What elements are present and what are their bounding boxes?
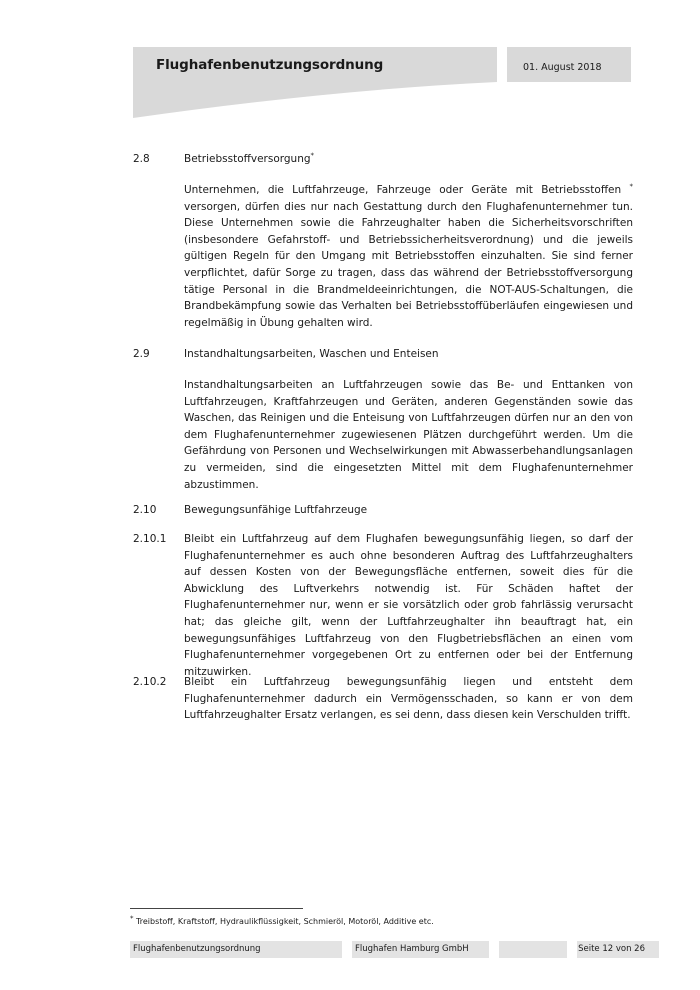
section-paragraph: Bleibt ein Luftfahrzeug bewegungsunfähig liegen und entsteht dem Flughafenunternehmer dadurch ein Vermögensschaden, so kann er von dem Luftfahrzeughalter Ersatz verlangen, es sei denn, dass diesen kein Verschulden trifft. [184,676,633,722]
section-number: 2.10 [133,504,157,516]
section-paragraph: Instandhaltungsarbeiten an Luftfahrzeugen sowie das Be- und Enttanken von Luftfahrzeugen, Kraftfahrzeugen und Geräten, anderen Gegenständen sowie das Waschen, das Reinigen und die Enteisung von Luftfahrzeugen dürfen nur an den von dem Flughafenunternehmer zugewiesenen Plätzen durchgeführt werden. Um die Gefährdung von Personen und Wechselwirkungen mit Abwasserbehandlungsanlagen zu vermeiden, sind die eingesetzten Mittel mit dem Flughafenunternehmer abzustimmen. [184,379,633,491]
section-number: 2.10.2 [133,676,167,688]
section-title-text: Betriebsstoffversorgung [184,153,311,165]
footer-blank-cell [499,941,567,958]
section-paragraph: Bleibt ein Luftfahrzeug auf dem Flughafen bewegungsunfähig liegen, so darf der Flughafenunternehmer es auch ohne besonderen Auftrag des Luftfahrzeughalters auf dessen Kosten von der Bewegungsfläche entfernen, soweit dies für die Abwicklung des Luftverkehrs notwendig ist. Für Schäden haftet der Flughafenunternehmer nur, wenn er sie vorsätzlich oder grob fahrlässig verursacht hat; das gleiche gilt, wenn der Luftfahrzeughalter ihn beauftragt hat, ein bewegungsunfähiges Luftfahrzeug von den Flugbetriebsflächen an einen vom Flughafenunternehmer vorgegebenen Ort zu entfernen oder bei der Entfernung mitzuwirken. [184,533,633,678]
footnote-marker: * [310,151,315,160]
header-date: 01. August 2018 [523,62,602,73]
page-footer [130,941,659,958]
section-paragraph [184,182,633,331]
footer-company: Flughafen Hamburg GmbH [352,941,489,958]
section-number: 2.10.1 [133,533,167,545]
footnote-marker: * [629,182,633,191]
footer-page-number: Seite 12 von 26 [577,941,659,958]
section-title [184,153,314,165]
section-number: 2.8 [133,153,150,165]
footnote-divider [130,908,303,909]
header-title: Flughafenbenutzungsordnung [156,57,384,73]
footnote [130,914,434,926]
footnote-text: Treibstoff, Kraftstoff, Hydraulikflüssigkeit, Schmieröl, Motoröl, Additive etc. [136,917,434,926]
paragraph-text: versorgen, dürfen dies nur nach Gestattung durch den Flughafenunternehmer tun. Diese Unternehmen sowie die Fahrzeughalter haben die Sicherheitsvorschriften (insbesondere Gefahrstoff- und Betriebssicherheitsverordnung) und die jeweils gültigen Regeln für den Umgang mit Betriebsstoffen einzuhalten. Sie sind ferner verpflichtet, dafür Sorge zu tragen, dass das während der Betriebsstoffversorgung tätige Personal in die Brandmeldeeinrichtungen, die NOT-AUS-Schaltungen, die Brandbekämpfung sowie das Verhalten bei Betriebsstoffüberläufen eingewiesen und regelmäßig in Übung gehalten wird. [184,200,633,329]
section-number: 2.9 [133,348,150,360]
paragraph-text: Unternehmen, die Luftfahrzeuge, Fahrzeuge oder Geräte mit Betriebsstoffen [184,184,622,196]
footer-document-title: Flughafenbenutzungsordnung [130,941,342,958]
section-title: Bewegungsunfähige Luftfahrzeuge [184,504,368,516]
footnote-marker: * [130,914,134,923]
section-title: Instandhaltungsarbeiten, Waschen und Enteisen [184,348,439,360]
